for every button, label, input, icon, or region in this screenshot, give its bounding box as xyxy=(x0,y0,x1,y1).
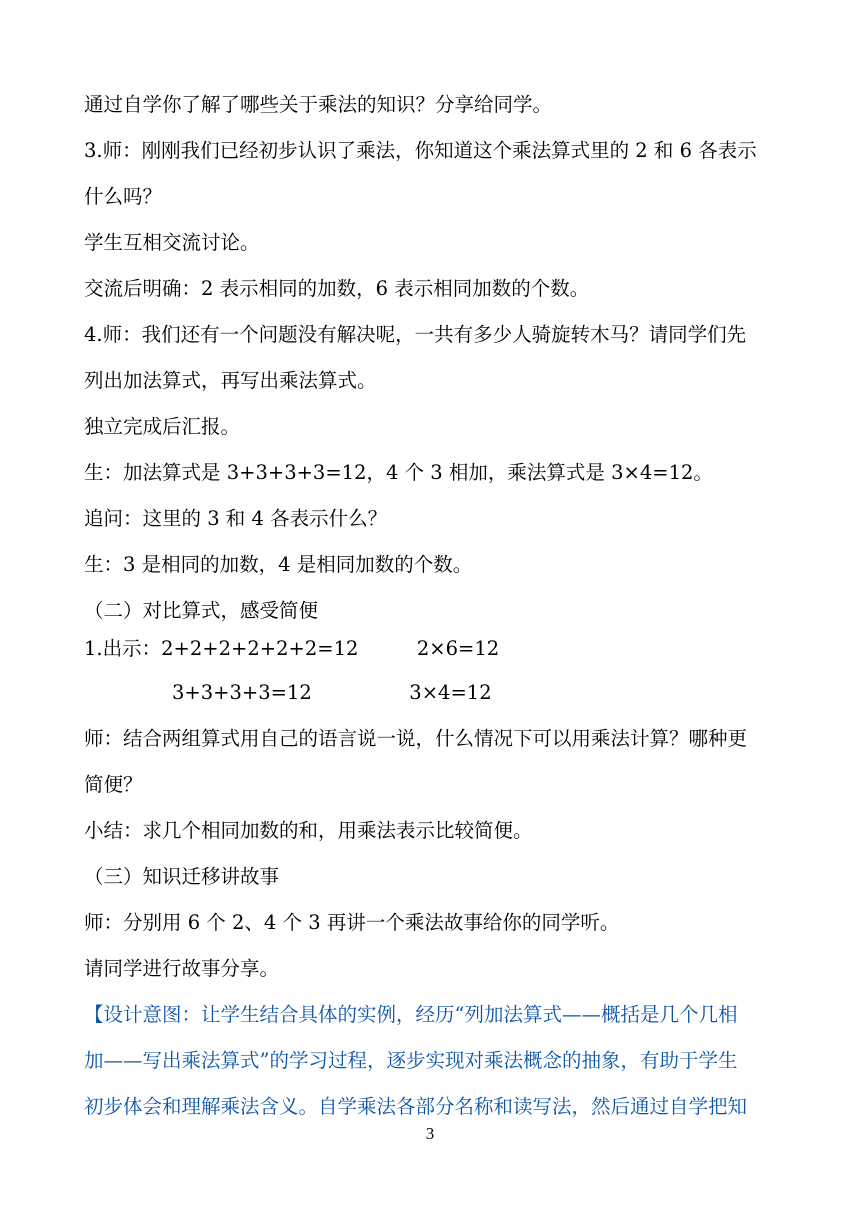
paragraph-line: 追问：这里的 3 和 4 各表示什么？ xyxy=(84,507,388,530)
paragraph-line: 4.师：我们还有一个问题没有解决呢，一共有多少人骑旋转木马？请同学们先 xyxy=(84,323,747,346)
page-number: 3 xyxy=(425,1124,435,1143)
paragraph-line: 3.师：刚刚我们已经初步认识了乘法，你知道这个乘法算式里的 2 和 6 各表示 xyxy=(84,139,757,162)
paragraph-line: 独立完成后汇报。 xyxy=(84,415,241,438)
formula-line: 3+3+3+3=12 3×4=12 xyxy=(172,681,492,704)
paragraph-line: 列出加法算式，再写出乘法算式。 xyxy=(84,369,377,392)
paragraph-line: 生：3 是相同的加数，4 是相同加数的个数。 xyxy=(84,553,473,576)
formula-line: 1.出示：2+2+2+2+2+2=12 2×6=12 xyxy=(84,637,500,660)
design-intent-line: 【设计意图：让学生结合具体的实例，经历“列加法算式——概括是几个几相 xyxy=(84,1003,738,1026)
paragraph-line: 什么吗？ xyxy=(84,185,163,208)
section-heading: （二）对比算式，感受简便 xyxy=(84,599,319,622)
paragraph-line: 简便？ xyxy=(84,773,143,796)
paragraph-line: 交流后明确：2 表示相同的加数，6 表示相同加数的个数。 xyxy=(84,277,590,300)
paragraph-line: 请同学进行故事分享。 xyxy=(84,957,280,980)
paragraph-line: 学生互相交流讨论。 xyxy=(84,231,260,254)
design-intent-line: 加——写出乘法算式”的学习过程，逐步实现对乘法概念的抽象，有助于学生 xyxy=(84,1049,738,1072)
paragraph-line: 师：结合两组算式用自己的语言说一说，什么情况下可以用乘法计算？哪种更 xyxy=(84,727,748,750)
paragraph-line: 师：分别用 6 个 2、4 个 3 再讲一个乘法故事给你的同学听。 xyxy=(84,911,620,934)
design-intent-line: 初步体会和理解乘法含义。自学乘法各部分名称和读写法，然后通过自学把知 xyxy=(84,1095,748,1118)
section-heading: （三）知识迁移讲故事 xyxy=(84,865,280,888)
paragraph-line: 通过自学你了解了哪些关于乘法的知识？分享给同学。 xyxy=(84,93,553,116)
paragraph-line: 生：加法算式是 3+3+3+3=12，4 个 3 相加，乘法算式是 3×4=12。 xyxy=(84,461,713,484)
paragraph-line: 小结：求几个相同加数的和，用乘法表示比较简便。 xyxy=(84,819,533,842)
